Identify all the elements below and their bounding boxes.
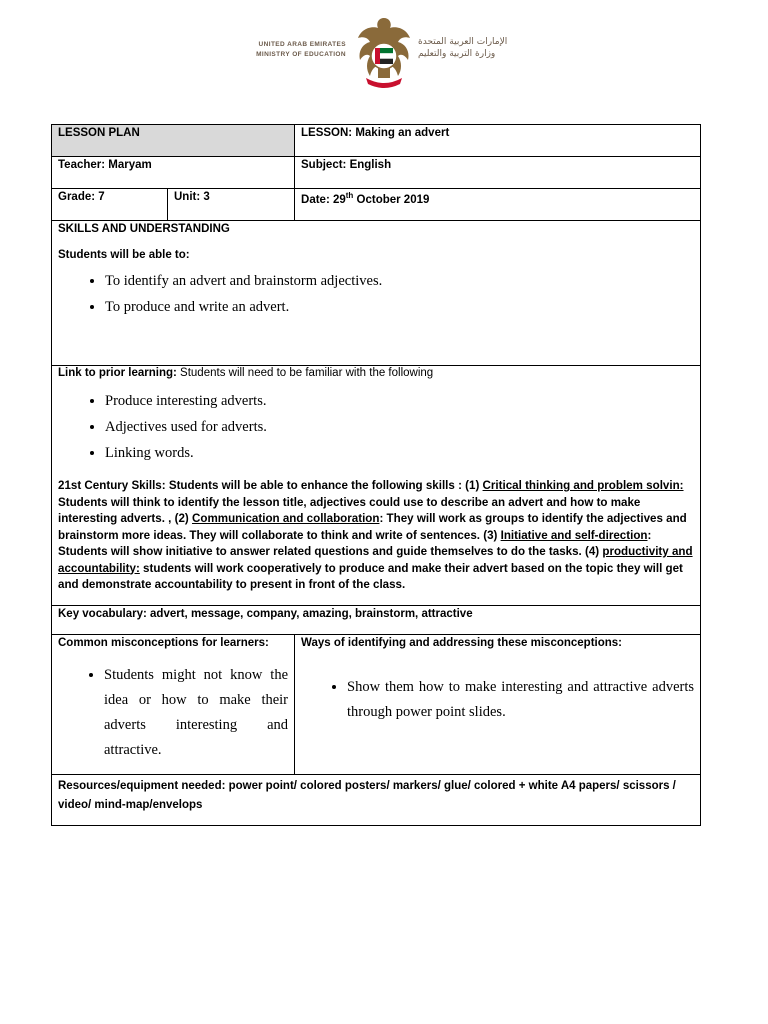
lesson-plan-label: LESSON PLAN: [52, 125, 295, 157]
prior-item: • Produce interesting adverts.: [105, 393, 694, 410]
addressing-section: [295, 635, 701, 775]
addressing-label: Ways of identifying and addressing these misconceptions:: [301, 637, 623, 649]
skill-productivity: productivity and accountability:: [58, 545, 693, 575]
skills-section: [52, 221, 701, 366]
misconceptions-section: [52, 635, 295, 775]
date-suffix: October 2019: [353, 193, 430, 206]
prior-items-list: [58, 393, 694, 462]
ministry-en-line1: UNITED ARAB EMIRATES: [258, 41, 346, 48]
objective-item: • To produce and write an advert.: [105, 299, 694, 316]
skill-productivity-text: students will work cooperatively to produce and make their advert based on the topic they will get and demonstrate accountability to present in front of the class.: [58, 561, 683, 591]
students-able-label: Students will be able to:: [58, 249, 190, 261]
lesson-title: LESSON: Making an advert: [295, 125, 701, 157]
skill-critical-thinking-text: Students will think to identify the lesson title, adjectives could use to describe an advert and how to make interesting adverts. , (2): [58, 495, 641, 525]
misconceptions-list: [58, 663, 288, 763]
century-skills-paragraph: [58, 478, 694, 594]
misconception-item: • Students might not know the idea or how to make their adverts interesting and attractive.: [104, 663, 288, 763]
prior-item: • Adjectives used for adverts.: [105, 419, 694, 436]
addressing-list: [301, 675, 694, 725]
ministry-en-line2: MINISTRY OF EDUCATION: [256, 51, 346, 58]
ministry-name-arabic: [418, 36, 528, 60]
skill-initiative: Initiative and self-direction: [500, 528, 648, 542]
objective-item: • To identify an advert and brainstorm adjectives.: [105, 273, 694, 290]
ministry-ar-line2: وزارة التربية والتعليم: [418, 49, 496, 59]
key-vocabulary: Key vocabulary: advert, message, company, amazing, brainstorm, attractive: [52, 606, 701, 635]
grade: Grade: 7: [52, 189, 168, 221]
lesson-date: [295, 189, 701, 221]
uae-emblem-icon: [354, 14, 414, 90]
subject: Subject: English: [295, 157, 701, 189]
skill-critical-thinking: Critical thinking and problem solvin:: [482, 479, 684, 492]
unit: Unit: 3: [168, 189, 295, 221]
addressing-item: • Show them how to make interesting and attractive adverts through power point slides.: [347, 675, 694, 725]
skill-communication: Communication and collaboration: [192, 512, 380, 525]
prior-item: • Linking words.: [105, 445, 694, 462]
skill-communication-text: : They will work as groups to identify the adjectives and brainstorm more ideas. They will collaborate to think and write of sentences. (3): [58, 512, 687, 542]
resources: Resources/equipment needed: power point/ colored posters/ markers/ glue/ colored + white A4 papers/ scissors / video/ mind-map/envelops: [52, 775, 701, 826]
skill-initiative-text: : Students will show initiative to answer related questions and guide themselves to do the tasks. (4): [58, 528, 652, 558]
lesson-plan-table: [51, 124, 701, 826]
prior-learning-label: Link to prior learning:: [58, 367, 177, 379]
misconceptions-label: Common misconceptions for learners:: [58, 637, 269, 649]
date-ordinal: th: [345, 191, 354, 200]
objectives-list: [58, 273, 694, 316]
skills-title: SKILLS AND UNDERSTANDING: [58, 223, 230, 235]
century-skills-label: 21st Century Skills:: [58, 479, 166, 492]
century-skills-intro: Students will be able to enhance the following skills : (1): [165, 479, 483, 492]
prior-learning-text: Students will need to be familiar with the following: [180, 367, 434, 379]
ministry-ar-line1: الإمارات العربية المتحدة: [418, 37, 508, 47]
prior-learning-section: [52, 366, 701, 606]
ministry-name-english: [246, 40, 346, 60]
letterhead: [0, 14, 768, 98]
teacher-name: Teacher: Maryam: [52, 157, 295, 189]
date-prefix: Date: 29: [301, 193, 346, 206]
